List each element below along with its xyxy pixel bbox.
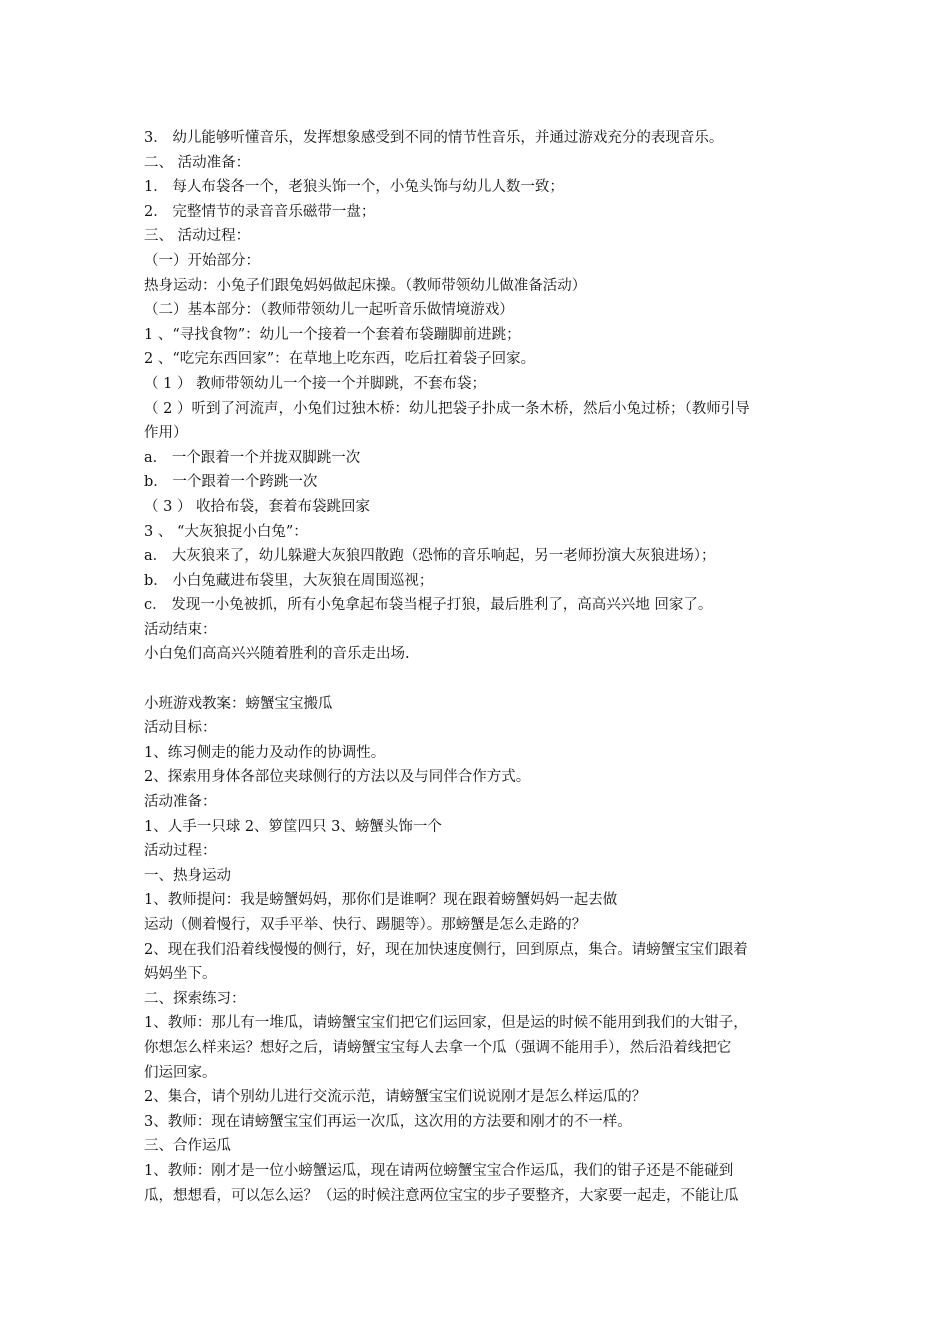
heading-cooperate: 三、合作运瓜 [144,1138,231,1155]
lesson-title: 小班游戏教案：螃蟹宝宝搬瓜 [144,695,333,712]
cooperate-1-cont: 瓜，想想看，可以怎么运？（运的时候注意两位宝宝的步子要整齐，大家要一起走，不能让瓜 [144,1187,739,1204]
heading-preparation: 活动准备： [144,794,217,811]
paragraph-spacer [144,667,810,692]
substep-3: （ 3 ） 收拾布袋，套着布袋跳回家 [144,498,371,515]
warmup-2-cont: 妈妈坐下。 [144,966,217,983]
substep-1: （ 1 ） 教师带领幼儿一个接一个并脚跳，不套布袋； [144,375,487,392]
wolf-c: c． 发现一小兔被抓，所有小兔拿起布袋当棍子打狼，最后胜利了，高高兴兴地 回家了。 [144,597,713,614]
step-find-food: 1 、“寻找食物”：幼儿一个接着一个套着布袋蹦脚前进跳； [144,326,521,343]
explore-2: 2、集合，请个别幼儿进行交流示范，请螃蟹宝宝们说说刚才是怎么样运瓜的？ [144,1089,647,1106]
section-crab-game [144,692,810,1208]
substep-b: b． 一个跟着一个跨跳一次 [144,474,318,491]
goal-item-3: 3． 幼儿能够听懂音乐，发挥想象感受到不同的情节性音乐，并通过游戏充分的表现音乐。 [144,130,724,146]
end-text: 小白兔们高高兴兴随着胜利的音乐走出场. [144,646,410,663]
heading-process: 三、 活动过程： [144,228,251,245]
prep-item-2: 2． 完整情节的录音音乐磁带一盘； [144,203,376,220]
substep-a: a． 一个跟着一个并拢双脚跳一次 [144,449,361,466]
heading-explore: 二、探索练习： [144,990,246,1007]
step-wolf: 3 、 “大灰狼捉小白兔”： [144,523,308,540]
document-page [144,126,810,1208]
section-rabbit-game [144,126,810,667]
subheading-start: （一）开始部分： [144,252,260,269]
subheading-basic: （二）基本部分：（教师带领幼儿一起听音乐做情境游戏） [144,302,514,319]
warmup-2: 2、现在我们沿着线慢慢的侧行，好，现在加快速度侧行，回到原点，集合。请螃蟹宝宝们跟着 [144,941,748,958]
heading-process: 活动过程： [144,843,217,860]
explore-1-cont2: 们运回家。 [144,1064,217,1081]
warmup-text: 热身运动：小兔子们跟兔妈妈做起床操。（教师带领幼儿做准备活动） [144,277,587,294]
cooperate-1: 1、教师：刚才是一位小螃蟹运瓜，现在请两位螃蟹宝宝合作运瓜，我们的钳子还是不能碰到 [144,1162,734,1179]
explore-1: 1、教师：那儿有一堆瓜，请螃蟹宝宝们把它们运回家，但是运的时候不能用到我们的大钳子， [144,1015,748,1032]
goal-item-1: 1、练习侧走的能力及动作的协调性。 [144,744,386,761]
explore-3: 3、教师：现在请螃蟹宝宝们再运一次瓜，这次用的方法要和刚才的不一样。 [144,1113,632,1130]
heading-preparation: 二、 活动准备： [144,154,251,171]
prep-item-1: 1． 每人布袋各一个，老狼头饰一个，小兔头饰与幼儿人数一致； [144,179,564,196]
heading-goals: 活动目标： [144,720,217,737]
goal-item-2: 2、探索用身体各部位夹球侧行的方法以及与同伴合作方式。 [144,769,531,786]
prep-items: 1、人手一只球 2、箩筐四只 3、螃蟹头饰一个 [144,818,442,835]
heading-end: 活动结束： [144,621,217,638]
wolf-b: b． 小白兔藏进布袋里，大灰狼在周围巡视； [144,572,434,589]
heading-warmup: 一、热身运动 [144,867,231,884]
step-go-home: 2 、“吃完东西回家”：在草地上吃东西，吃后扛着袋子回家。 [144,351,536,368]
warmup-1-cont: 运动（侧着慢行，双手平举、快行、踢腿等）。那螃蟹是怎么走路的？ [144,917,587,933]
substep-2-cont: 作用） [144,425,188,442]
wolf-a: a． 大灰狼来了，幼儿躲避大灰狼四散跑（恐怖的音乐响起，另一老师扮演大灰狼进场）； [144,548,716,565]
substep-2: （ 2 ）听到了河流声，小兔们过独木桥：幼儿把袋子扑成一条木桥，然后小兔过桥；（教师引导 [144,400,750,417]
warmup-1: 1、教师提问：我是螃蟹妈妈，那你们是谁啊？现在跟着螃蟹妈妈一起去做 [144,892,618,909]
explore-1-cont: 你想怎么样来运？想好之后，请螃蟹宝宝每人去拿一个瓜（强调不能用手），然后沿着线把它 [144,1039,732,1056]
